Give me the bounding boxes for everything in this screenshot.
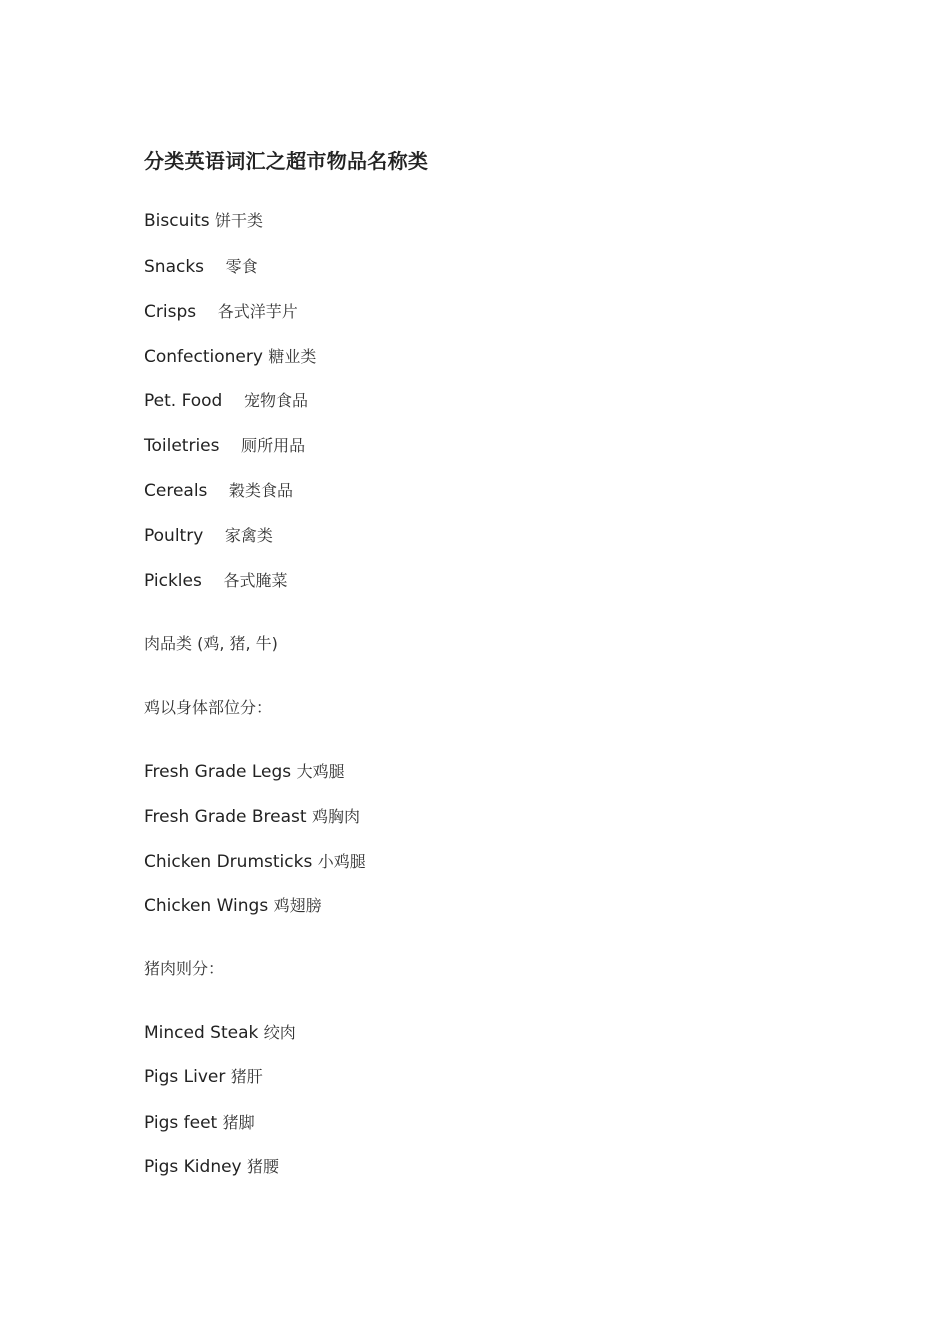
term-chinese: 小鸡腿 — [317, 852, 366, 871]
term-separator — [220, 436, 242, 456]
list-item — [144, 850, 366, 874]
list-item — [144, 389, 308, 413]
list-item — [144, 209, 263, 233]
meat-section-heading: 肉品类 (鸡, 猪, 牛) — [144, 634, 278, 653]
term-english: Pigs Liver — [144, 1067, 226, 1087]
term-chinese: 猪腰 — [247, 1157, 280, 1176]
term-chinese: 各式洋芋片 — [217, 302, 298, 321]
list-item — [144, 1021, 296, 1045]
term-english: Snacks — [144, 257, 205, 277]
term-separator — [202, 571, 224, 591]
list-item — [144, 300, 298, 324]
term-separator — [203, 526, 225, 546]
term-chinese: 穀类食品 — [229, 481, 294, 500]
term-english: Toiletries — [144, 436, 220, 456]
list-item — [144, 524, 273, 548]
term-chinese: 糖业类 — [268, 347, 317, 366]
list-item — [144, 805, 360, 829]
term-english: Pet. Food — [144, 391, 223, 411]
term-chinese: 家禽类 — [224, 526, 273, 545]
term-english: Fresh Grade Breast — [144, 807, 307, 827]
list-item — [144, 345, 316, 369]
list-item — [144, 479, 293, 503]
term-chinese: 猪肝 — [230, 1067, 263, 1086]
chicken-section-heading: 鸡以身体部位分： — [144, 698, 273, 717]
list-item — [144, 760, 345, 784]
list-item — [144, 1065, 263, 1089]
term-chinese: 猪脚 — [222, 1113, 255, 1132]
list-item — [144, 1111, 255, 1135]
term-separator — [196, 302, 218, 322]
term-chinese: 绞肉 — [263, 1023, 296, 1042]
term-english: Chicken Drumsticks — [144, 852, 313, 872]
term-english: Biscuits — [144, 211, 210, 231]
list-item — [144, 434, 305, 458]
term-english: Pigs Kidney — [144, 1157, 242, 1177]
term-chinese: 饼干类 — [215, 211, 264, 230]
term-chinese: 零食 — [225, 257, 258, 276]
pork-section-heading: 猪肉则分： — [144, 959, 225, 978]
term-english: Confectionery — [144, 347, 263, 367]
list-item — [144, 894, 322, 918]
term-chinese: 宠物食品 — [243, 391, 308, 410]
page-title: 分类英语词汇之超市物品名称类 — [144, 149, 429, 173]
term-english: Minced Steak — [144, 1023, 259, 1043]
term-chinese: 大鸡腿 — [296, 762, 345, 781]
term-english: Chicken Wings — [144, 896, 269, 916]
list-item — [144, 1155, 279, 1179]
list-item — [144, 569, 287, 593]
term-separator — [222, 391, 244, 411]
term-english: Poultry — [144, 526, 204, 546]
term-english: Pickles — [144, 571, 202, 591]
term-chinese: 鸡翅膀 — [273, 896, 322, 915]
term-english: Fresh Grade Legs — [144, 762, 292, 782]
term-separator — [204, 257, 226, 277]
term-separator — [207, 481, 229, 501]
term-chinese: 各式腌菜 — [223, 571, 288, 590]
term-english: Pigs feet — [144, 1113, 218, 1133]
list-item — [144, 255, 258, 279]
term-chinese: 厕所用品 — [241, 436, 306, 455]
term-english: Cereals — [144, 481, 208, 501]
term-english: Crisps — [144, 302, 197, 322]
term-chinese: 鸡胸肉 — [311, 807, 360, 826]
